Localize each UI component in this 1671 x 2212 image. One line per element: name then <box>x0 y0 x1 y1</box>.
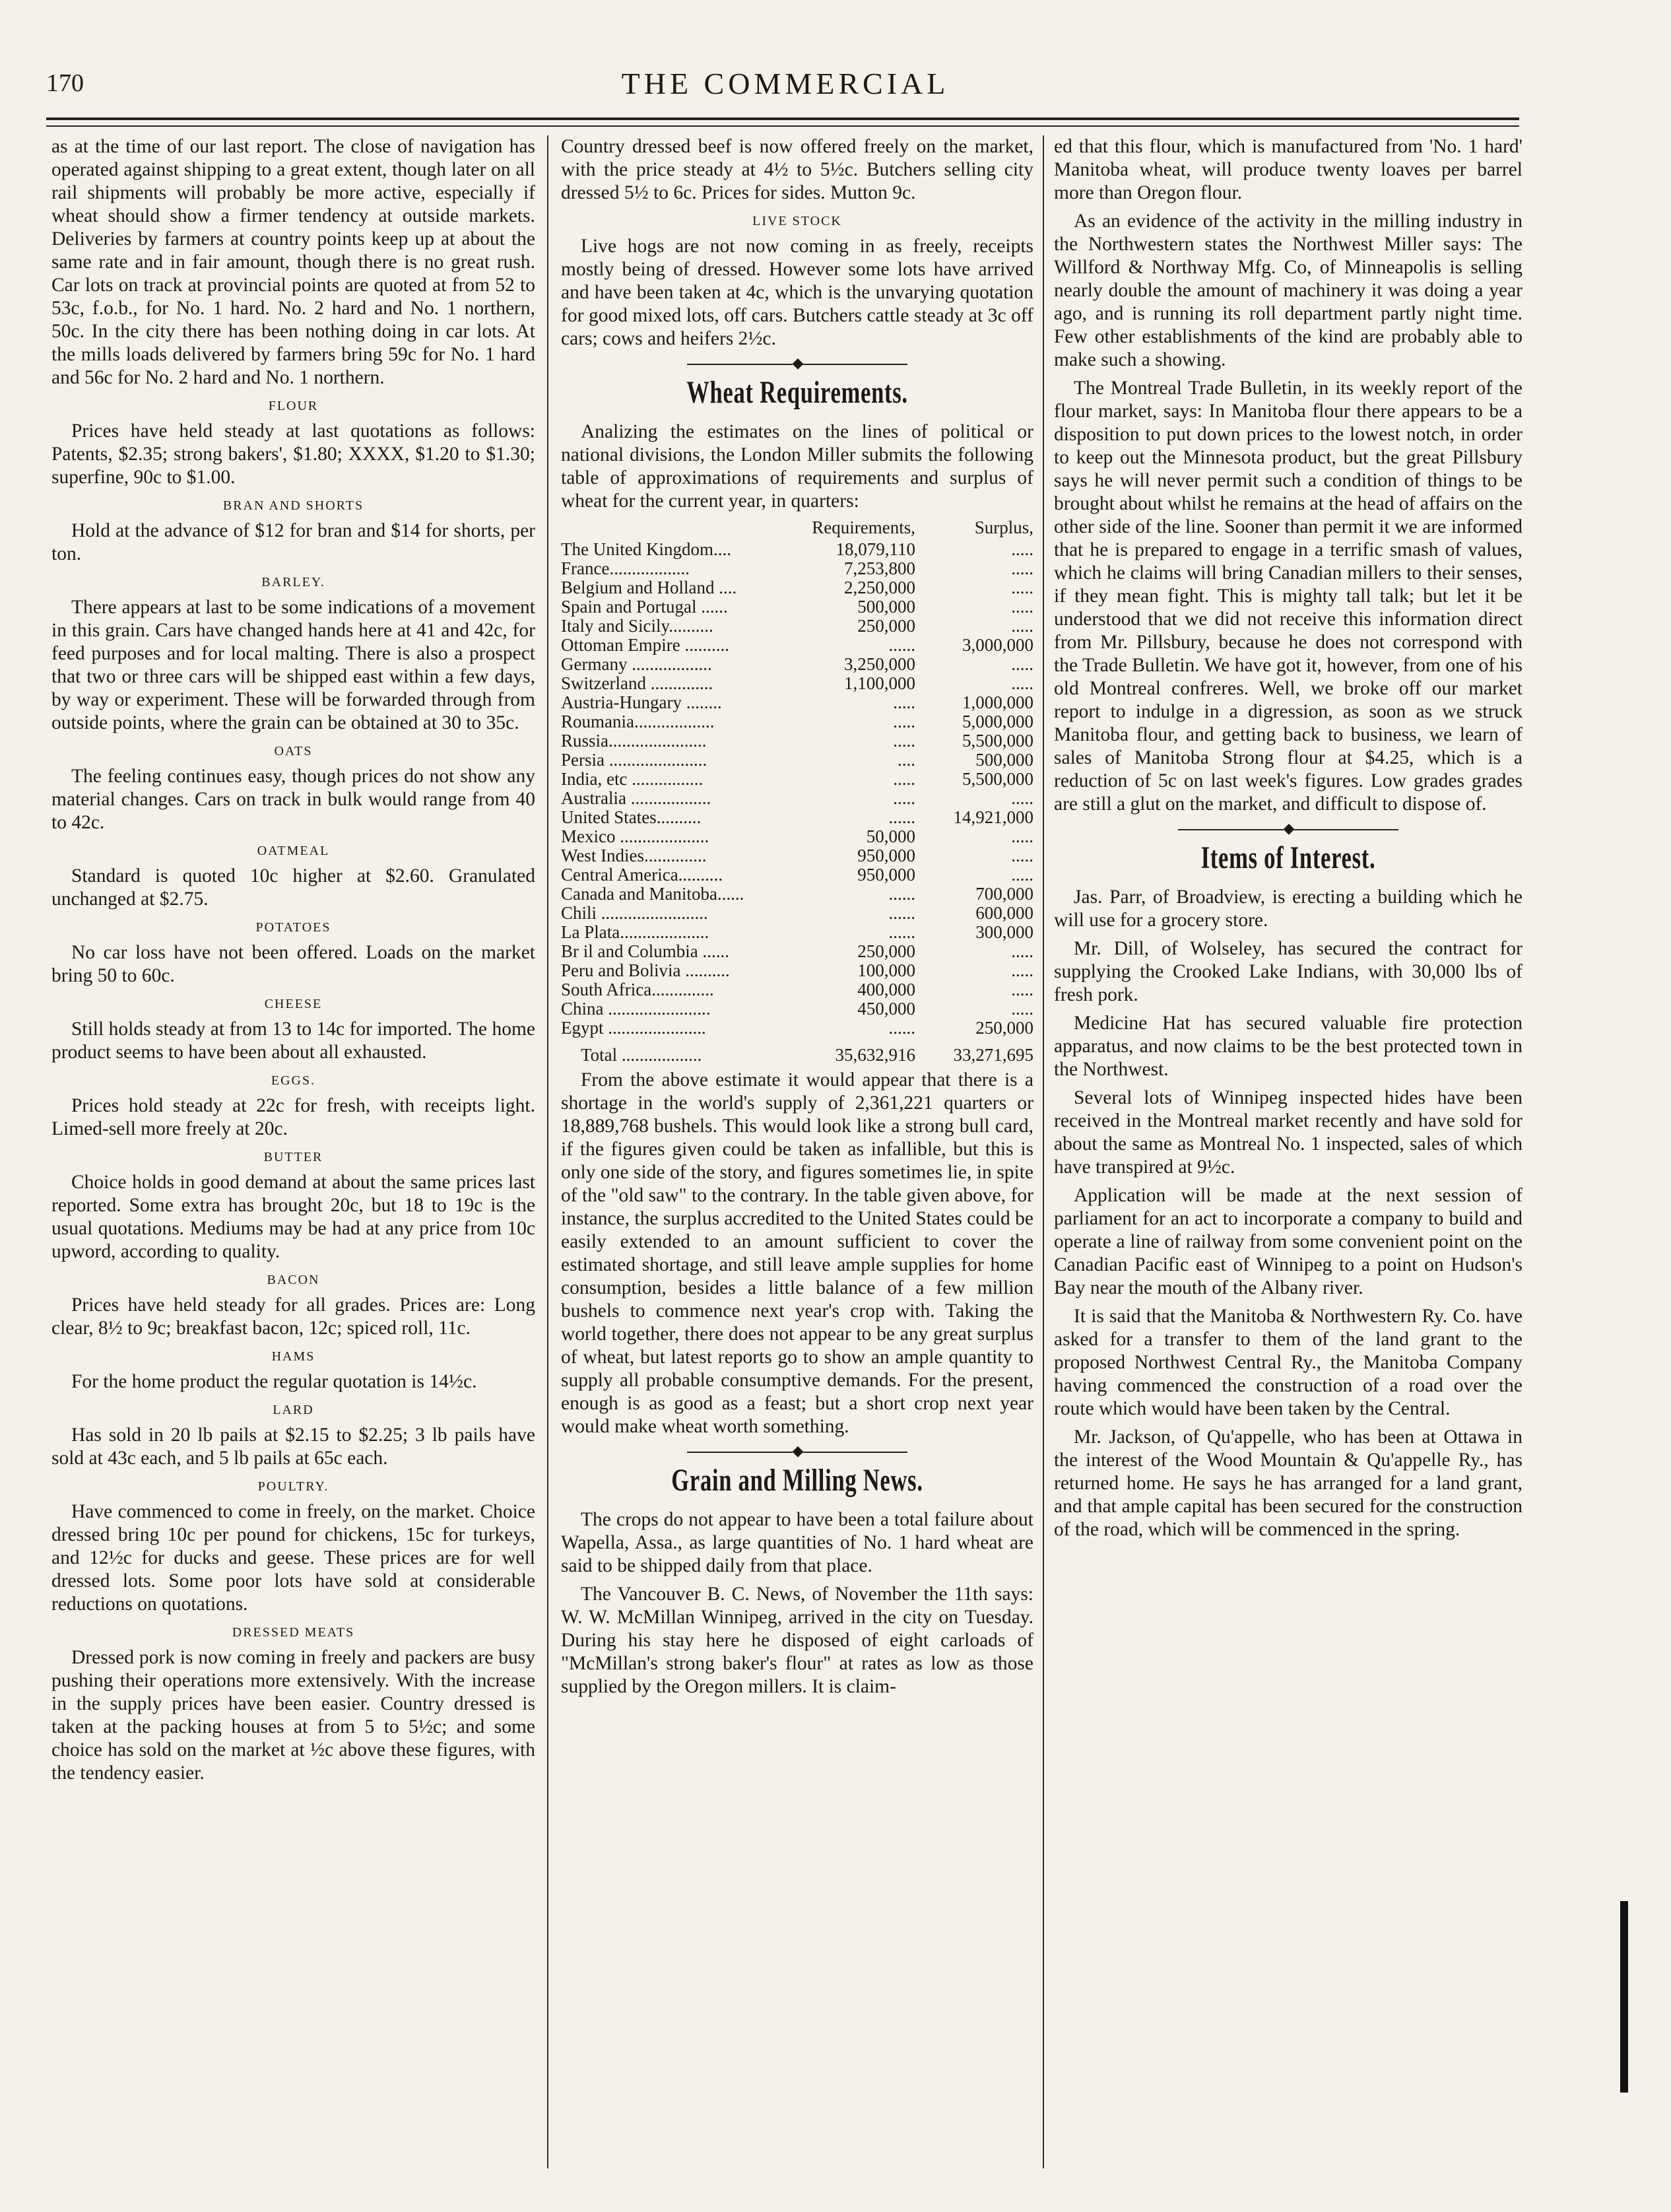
row-surplus: 5,500,000 <box>962 769 1033 789</box>
row-surplus: ..... <box>1011 597 1033 617</box>
row-surplus: ..... <box>1011 960 1033 980</box>
paragraph: Hold at the advance of $12 for bran and $14 for shorts, per ton. <box>51 520 535 564</box>
row-surplus: ..... <box>1011 846 1033 865</box>
row-country: France.................. <box>561 558 690 578</box>
row-surplus: ..... <box>1011 826 1033 846</box>
scan-margin-mark <box>1620 1901 1628 2093</box>
header-rule <box>46 117 1519 120</box>
table-row <box>561 751 1033 770</box>
header-surplus: Surplus, <box>974 518 1033 537</box>
row-surplus: 300,000 <box>975 922 1033 942</box>
row-requirements: ..... <box>893 788 915 808</box>
row-requirements: 7,253,800 <box>844 558 915 578</box>
row-surplus: 500,000 <box>975 750 1033 770</box>
ornament-divider: ◆ <box>561 357 1033 369</box>
row-country: Austria-Hungary ........ <box>561 692 722 712</box>
row-surplus: 14,921,000 <box>953 807 1033 827</box>
table-row <box>561 693 1033 712</box>
row-surplus: ..... <box>1011 673 1033 693</box>
table-header-row <box>561 518 1033 540</box>
paragraph: Prices hold steady at 22c for fresh, with receipts light. Limed-sell more freely at 20c. <box>51 1095 535 1139</box>
row-surplus: ..... <box>1011 539 1033 559</box>
row-country: Belgium and Holland .... <box>561 578 737 597</box>
row-requirements: ...... <box>888 635 915 655</box>
page-header <box>46 66 1524 112</box>
row-requirements: 1,100,000 <box>844 673 915 693</box>
row-requirements: 950,000 <box>857 865 915 885</box>
row-country: China ....................... <box>561 999 711 1019</box>
header-requirements: Requirements, <box>812 518 915 537</box>
row-requirements: ...... <box>888 1018 915 1038</box>
row-country: Persia ...................... <box>561 750 707 770</box>
row-requirements: ..... <box>893 731 915 751</box>
paragraph: The crops do not appear to have been a total failure about Wapella, Assa., as large quantities of No. 1 hard wheat are said to be shipped daily from that place. <box>561 1509 1033 1576</box>
table-row <box>561 846 1033 865</box>
column-market-report <box>51 135 535 2168</box>
row-requirements: 450,000 <box>857 999 915 1019</box>
row-requirements: .... <box>898 750 915 770</box>
row-requirements: ...... <box>888 884 915 904</box>
paragraph: Mr. Jackson, of Qu'appelle, who has been at Ottawa in the interest of the Wood Mountain & Qu'appelle Ry., has returned home. He says he has arranged for a land grant, and that ample capital has been secured for the construction of the road, which will be commenced in the spring. <box>1054 1426 1523 1540</box>
row-surplus: 5,000,000 <box>962 712 1033 731</box>
row-requirements: 18,079,110 <box>836 539 915 559</box>
header-rule-thin <box>46 125 1519 127</box>
row-country: La Plata.................... <box>561 922 709 942</box>
paragraph: Prices have held steady at last quotations as follows: Patents, $2.35; strong bakers', $1.80; XXXX, $1.20 to $1.30; superfine, 90c to $1.00. <box>51 420 535 488</box>
section-label: BUTTER <box>263 1150 323 1164</box>
row-country: Australia .................. <box>561 788 711 808</box>
row-surplus: ..... <box>1011 558 1033 578</box>
paragraph: It is said that the Manitoba & Northwestern Ry. Co. have asked for a transfer to them of the land grant to the proposed Northwest Central Ry., the Manitoba Company having commenced the construction of a road over the route which would have been taken by the Central. <box>1054 1306 1523 1419</box>
section-label: EGGS. <box>271 1073 316 1088</box>
table-row <box>561 827 1033 846</box>
section-label: BACON <box>267 1273 320 1287</box>
section-label: OATS <box>274 744 313 758</box>
row-country: West Indies.............. <box>561 846 707 865</box>
paragraph: The Montreal Trade Bulletin, in its weekly report of the flour market, says: In Manitoba flour there appears to be a disposition to put down prices to the lowest notch, in order to keep out the Minnesota product, but the great Pillsbury says he will never permit such a condition of things to be brought about whilst he remains at the head of affairs on the other side of the line. Sooner than permit it we are informed that he is prepared to engage in a terrific smash of values, which he claims will bring Canadian millers to their senses, if they mean fight. This is mighty tall talk; but let it be understood that we did not receive this information direct from Mr. Pillsbury, because he does not correspond with the Trade Bulletin. We have got it, however, from one of his old Montreal confreres. Well, we broke off our market report to indulge in a digression, as soon as we struck Manitoba flour, and getting back to business, we learn of sales of Manitoba Strong flour at $4.25, which is a reduction of 5c on last week's figures. Low grades grades are still a glut on the market, and difficult to dispose of. <box>1054 378 1523 815</box>
paragraph: There appears at last to be some indications of a movement in this grain. Cars have changed hands here at 41 and 42c, for feed purposes and for local malting. There is also a prospect that two or three cars will be shipped east within a few days, by way or experiment. These will be forwarded through from outside points, where the grain can be obtained at 30 to 35c. <box>51 597 535 733</box>
table-row <box>561 617 1033 636</box>
column-items-of-interest <box>1054 135 1523 2168</box>
paragraph: Has sold in 20 lb pails at $2.15 to $2.25; 3 lb pails have sold at 43c each, and 5 lb pails at 65c each. <box>51 1424 535 1469</box>
table-row <box>561 1019 1033 1038</box>
row-country: Switzerland .............. <box>561 673 713 693</box>
total-surplus: 33,271,695 <box>953 1045 1033 1065</box>
row-country: Italy and Sicily.......... <box>561 616 713 636</box>
row-requirements: 3,250,000 <box>844 654 915 674</box>
row-requirements: 500,000 <box>857 597 915 617</box>
table-row <box>561 904 1033 923</box>
column-wheat-requirements <box>561 135 1033 2168</box>
row-country: The United Kingdom.... <box>561 539 731 559</box>
table-row <box>561 540 1033 559</box>
row-requirements: 100,000 <box>857 960 915 980</box>
table-row <box>561 961 1033 980</box>
row-surplus: ..... <box>1011 578 1033 597</box>
row-surplus: 600,000 <box>975 903 1033 923</box>
section-label: CHEESE <box>264 997 323 1011</box>
row-surplus: 700,000 <box>975 884 1033 904</box>
paragraph: Prices have held steady for all grades. Prices are: Long clear, 8½ to 9c; breakfast bacon, 12c; spiced roll, 11c. <box>51 1294 535 1339</box>
section-label: DRESSED MEATS <box>232 1625 355 1640</box>
paragraph: For the home product the regular quotation is 14½c. <box>71 1371 477 1392</box>
row-country: Central America.......... <box>561 865 723 885</box>
paragraph: as at the time of our last report. The close of navigation has operated against shipping to a great extent, though later on all rail shipments will probably be more active, especially if wheat should show a firmer tendency at outside markets. Deliveries by farmers at country points keep up at about the same rate and in fair amount, though there is no great rush. Car lots on track at provincial points are quoted at from 52 to 53c, f.o.b., for No. 1 hard. No. 2 hard and No. 1 northern, 50c. In the city there has been nothing doing in car lots. At the mills loads delivered by farmers bring 59c for No. 1 hard and 56c for No. 2 hard and No. 1 northern. <box>51 136 535 388</box>
section-label: POULTRY. <box>257 1479 329 1494</box>
paragraph: Medicine Hat has secured valuable fire protection apparatus, and now claims to be the best protected town in the Northwest. <box>1054 1013 1523 1080</box>
section-label: HAMS <box>271 1349 315 1364</box>
table-row <box>561 636 1033 655</box>
row-surplus: 5,500,000 <box>962 731 1033 751</box>
paragraph: The Vancouver B. C. News, of November the 11th says: W. W. McMillan Winnipeg, arrived in the city on Tuesday. During his stay here he disposed of eight carloads of "McMillan's strong baker's flour" at rates as low as those supplied by the Oregon millers. It is claim- <box>561 1584 1033 1697</box>
paragraph: Several lots of Winnipeg inspected hides have been received in the Montreal market recently and have sold for about the same as Montreal No. 1 inspected, sales of which have transpired at 9½c. <box>1054 1087 1523 1178</box>
article-heading: Wheat Requirements. <box>686 375 908 410</box>
row-country: Br il and Columbia ...... <box>561 941 729 961</box>
row-surplus: 1,000,000 <box>962 692 1033 712</box>
row-country: Canada and Manitoba...... <box>561 884 744 904</box>
paragraph: The feeling continues easy, though prices do not show any material changes. Cars on track in bulk would range from 40 to 42c. <box>51 766 535 833</box>
table-row <box>561 712 1033 731</box>
row-country: India, etc ................ <box>561 769 704 789</box>
table-row <box>561 923 1033 942</box>
table-row <box>561 885 1033 904</box>
table-total-row <box>561 1038 1033 1065</box>
table-row <box>561 578 1033 597</box>
row-requirements: ...... <box>888 922 915 942</box>
paragraph: Choice holds in good demand at about the same prices last reported. Some extra has brought 20c, but 18 to 19c is the usual quotations. Mediums may be had at any price from 10c upword, according to quality. <box>51 1172 535 1262</box>
section-label: LIVE STOCK <box>752 214 842 228</box>
row-surplus: ..... <box>1011 999 1033 1019</box>
row-country: United States.......... <box>561 807 702 827</box>
row-country: Egypt ...................... <box>561 1018 706 1038</box>
page-number: 170 <box>46 69 84 97</box>
table-row <box>561 597 1033 617</box>
wheat-table <box>561 518 1033 1065</box>
article-heading: Grain and Milling News. <box>671 1463 923 1498</box>
row-surplus: ..... <box>1011 941 1033 961</box>
column-divider <box>1043 135 1044 2168</box>
table-row <box>561 770 1033 789</box>
paragraph: Country dressed beef is now offered freely on the market, with the price steady at 4½ to 5½c. Butchers selling city dressed 5½ to 6c. Prices for sides. Mutton 9c. <box>561 136 1033 203</box>
table-row <box>561 980 1033 999</box>
section-label: LARD <box>273 1403 314 1417</box>
section-label: BRAN AND SHORTS <box>222 498 364 513</box>
row-requirements: ..... <box>893 692 915 712</box>
row-country: Spain and Portugal ...... <box>561 597 728 617</box>
paragraph: Standard is quoted 10c higher at $2.60. Granulated unchanged at $2.75. <box>51 865 535 910</box>
row-country: Ottoman Empire .......... <box>561 635 729 655</box>
row-requirements: ..... <box>893 769 915 789</box>
row-requirements: 250,000 <box>857 616 915 636</box>
paragraph: ed that this flour, which is manufactured from 'No. 1 hard' Manitoba wheat, will produce twenty loaves per barrel more than Oregon flour. <box>1054 136 1523 203</box>
total-label: Total .................. <box>581 1045 702 1065</box>
table-row <box>561 655 1033 674</box>
row-surplus: ..... <box>1011 616 1033 636</box>
table-row <box>561 731 1033 751</box>
page-title: THE COMMERCIAL <box>621 67 950 100</box>
section-label: OATMEAL <box>257 844 330 858</box>
table-row <box>561 789 1033 808</box>
row-requirements: 250,000 <box>857 941 915 961</box>
paragraph: Still holds steady at from 13 to 14c for imported. The home product seems to have been about all exhausted. <box>51 1019 535 1063</box>
total-requirements: 35,632,916 <box>835 1045 915 1065</box>
row-surplus: 250,000 <box>975 1018 1033 1038</box>
column-divider <box>547 135 548 2168</box>
row-country: Mexico .................... <box>561 826 709 846</box>
paragraph: Analizing the estimates on the lines of political or national divisions, the London Miller submits the following table of approximations of requirements and surplus of wheat for the current year, in quarters: <box>561 421 1033 512</box>
paragraph: No car loss have not been offered. Loads on the market bring 50 to 60c. <box>51 942 535 986</box>
row-surplus: ..... <box>1011 865 1033 885</box>
row-requirements: 50,000 <box>866 826 915 846</box>
row-requirements: 950,000 <box>857 846 915 865</box>
table-row <box>561 865 1033 885</box>
row-country: Germany .................. <box>561 654 712 674</box>
row-country: South Africa.............. <box>561 980 714 999</box>
table-row <box>561 559 1033 578</box>
row-surplus: 3,000,000 <box>962 635 1033 655</box>
paragraph: As an evidence of the activity in the milling industry in the Northwestern states the Northwest Miller says: The Willford & Northway Mfg. Co, of Minneapolis is selling nearly double the amount of machinery it was doing a year ago, and is running its roll department partly night time. Few other establishments of the kind are probably able to make such a showing. <box>1054 211 1523 370</box>
section-label: POTATOES <box>255 920 331 935</box>
row-country: Chili ........................ <box>561 903 708 923</box>
table-row <box>561 674 1033 693</box>
ornament-divider: ◆ <box>561 1445 1033 1457</box>
paragraph: From the above estimate it would appear that there is a shortage in the world's supply of 2,361,221 quarters or 18,889,768 bushels. This would look like a strong bull card, if the figures given could be taken as infallible, but this is only one side of the story, and figures sometimes lie, in spite of the "old saw" to the contrary. In the table given above, for instance, the surplus accredited to the United States could be easily extended to an amount sufficient to cover the estimated shortage, and still leave ample supplies for home consumption, besides a little balance of a few million bushels to commence next year's crop with. Taking the world together, there does not appear to be any great surplus of wheat, but latest reports go to show an ample quantity to supply all probable consumptive demands. For the present, enough is as good as a feast; but a short crop next year would make wheat worth something. <box>561 1069 1033 1437</box>
table-row <box>561 942 1033 961</box>
table-row <box>561 808 1033 827</box>
paragraph: Jas. Parr, of Broadview, is erecting a building which he will use for a grocery store. <box>1054 887 1523 931</box>
section-label: BARLEY. <box>261 575 325 589</box>
section-label: FLOUR <box>268 399 319 413</box>
row-requirements: ...... <box>888 903 915 923</box>
paragraph: Mr. Dill, of Wolseley, has secured the contract for supplying the Crooked Lake Indians, with 30,000 lbs of fresh pork. <box>1054 938 1523 1005</box>
paragraph: Live hogs are not now coming in as freely, receipts mostly being of dressed. However some lots have arrived and have been taken at 4c, which is the unvarying quotation for good mixed lots, off cars. Butchers cattle steady at 3c off cars; cows and heifers 2½c. <box>561 236 1033 349</box>
paragraph: Application will be made at the next session of parliament for an act to incorporate a company to build and operate a line of railway from some convenient point on the Canadian Pacific east of Winnipeg to a point on Hudson's Bay near the mouth of the Albany river. <box>1054 1185 1523 1298</box>
row-requirements: ..... <box>893 712 915 731</box>
row-surplus: ..... <box>1011 788 1033 808</box>
paragraph: Have commenced to come in freely, on the market. Choice dressed bring 10c per pound for chickens, 15c for turkeys, and 12½c for ducks and geese. These prices are for well dressed lots. Some poor lots have sold at considerable reductions on quotations. <box>51 1501 535 1615</box>
row-requirements: 400,000 <box>857 980 915 999</box>
row-surplus: ..... <box>1011 980 1033 999</box>
row-country: Russia...................... <box>561 731 707 751</box>
row-requirements: ...... <box>888 807 915 827</box>
row-country: Roumania.................. <box>561 712 715 731</box>
row-surplus: ..... <box>1011 654 1033 674</box>
ornament-divider: ◆ <box>1054 822 1523 834</box>
row-country: Peru and Bolivia .......... <box>561 960 730 980</box>
paragraph: Dressed pork is now coming in freely and packers are busy pushing their operations more extensively. With the increase in the supply prices have been easier. Country dressed is taken at the packing houses at from 5 to 5½c; and some choice has sold on the market at ½c above these figures, with the tendency easier. <box>51 1647 535 1784</box>
article-heading: Items of Interest. <box>1200 840 1376 875</box>
row-requirements: 2,250,000 <box>844 578 915 597</box>
table-row <box>561 999 1033 1019</box>
